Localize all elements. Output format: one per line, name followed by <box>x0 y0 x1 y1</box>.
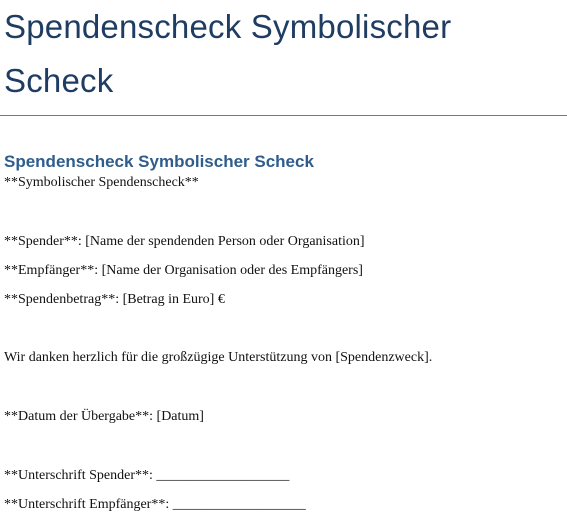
unterschrift-spender-line: **Unterschrift Spender**: ___________________ <box>4 468 290 483</box>
title-divider <box>0 115 567 116</box>
empfaenger-line: **Empfänger**: [Name der Organisation oder des Empfängers] <box>4 263 363 278</box>
document-title-line-1: Spendenscheck Symbolischer <box>4 8 452 45</box>
datum-line: **Datum der Übergabe**: [Datum] <box>4 409 204 424</box>
document-title <box>4 0 563 108</box>
document-title-line-2: Scheck <box>4 62 114 99</box>
intro-line: **Symbolischer Spendenscheck** <box>4 175 199 190</box>
spender-line: **Spender**: [Name der spendenden Person oder Organisation] <box>4 234 365 249</box>
unterschrift-empfaenger-line: **Unterschrift Empfänger**: ___________________ <box>4 497 306 512</box>
dank-line: Wir danken herzlich für die großzügige Unterstützung von [Spendenzweck]. <box>4 350 433 365</box>
section-heading: Spendenscheck Symbolischer Scheck <box>4 152 314 171</box>
spendenbetrag-line: **Spendenbetrag**: [Betrag in Euro] € <box>4 292 225 307</box>
